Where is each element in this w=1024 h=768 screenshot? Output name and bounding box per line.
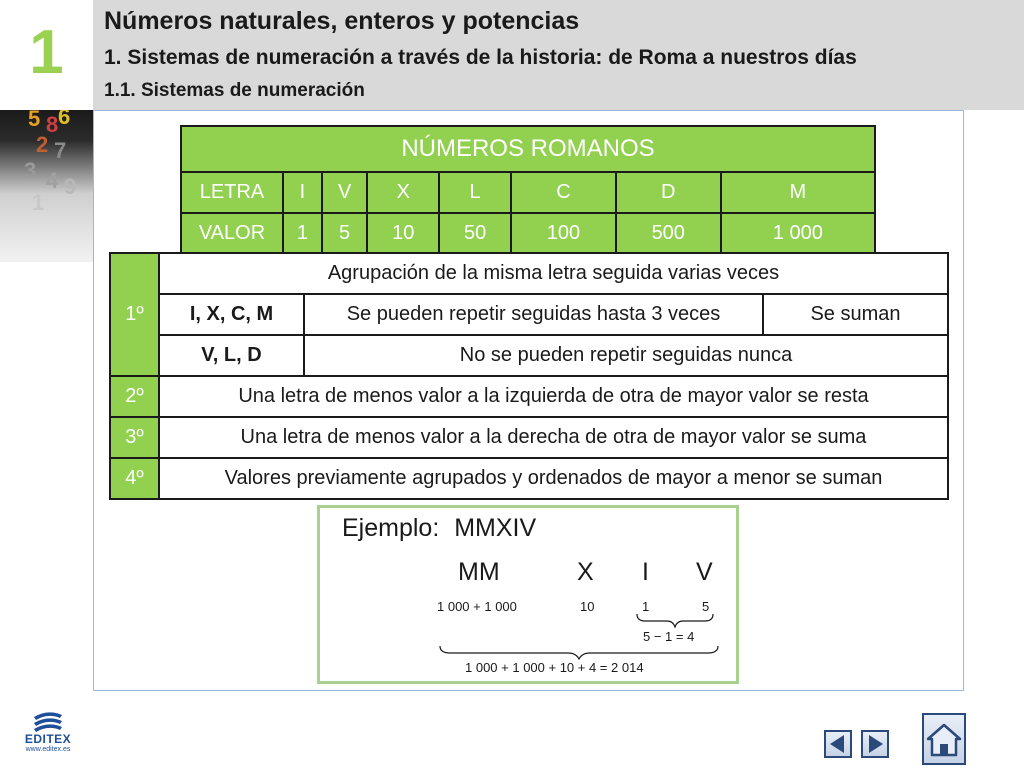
editex-logo-icon <box>30 709 66 733</box>
home-icon <box>924 715 964 763</box>
header-bar <box>0 0 1024 110</box>
rule-1-heading: Agrupación de la misma letra seguida varias veces <box>159 253 948 294</box>
rule-1-row-a <box>110 294 948 335</box>
example-value-x: 10 <box>580 599 595 614</box>
letter-cell: X <box>367 172 439 213</box>
page-subtitle: 1. Sistemas de numeración a través de la historia: de Roma a nuestros días <box>104 46 857 69</box>
value-cell: 100 <box>511 213 616 254</box>
value-cell: 50 <box>439 213 511 254</box>
roman-numerals-table <box>180 125 876 255</box>
value-cell: 5 <box>322 213 367 254</box>
example-value-i: 1 <box>642 599 650 614</box>
subtraction-brace-icon <box>635 612 715 628</box>
rule-1-order: 1º <box>110 253 159 376</box>
home-button[interactable] <box>922 713 966 765</box>
rules-table <box>109 252 949 500</box>
example-part-i: I <box>642 558 649 586</box>
arrow-left-icon <box>826 732 850 756</box>
rule-1-row-b <box>110 335 948 376</box>
roman-table-title: NÚMEROS ROMANOS <box>181 126 875 172</box>
letter-cell: M <box>721 172 875 213</box>
rule-3-order: 3º <box>110 417 159 458</box>
letter-cell: C <box>511 172 616 213</box>
value-cell: 500 <box>616 213 721 254</box>
letter-cell: D <box>616 172 721 213</box>
rule-1b-letters: V, L, D <box>159 335 304 376</box>
logo-url: www.editex.es <box>25 746 71 753</box>
chapter-number: 1 <box>29 18 64 87</box>
letter-cell: L <box>439 172 511 213</box>
rule-2-order: 2º <box>110 376 159 417</box>
value-cell: 10 <box>367 213 439 254</box>
total-brace-icon <box>438 644 720 660</box>
letters-row <box>181 172 875 213</box>
rule-1b-text: No se pueden repetir seguidas nunca <box>304 335 948 376</box>
letter-label: LETRA <box>181 172 283 213</box>
value-cell: 1 <box>283 213 322 254</box>
rule-4-text: Valores previamente agrupados y ordenados de mayor a menor se suman <box>159 458 948 499</box>
rule-3-row <box>110 417 948 458</box>
example-part-x: X <box>577 558 594 586</box>
rule-4-order: 4º <box>110 458 159 499</box>
example-value-mm: 1 000 + 1 000 <box>437 599 517 614</box>
logo-name: EDITEX <box>24 732 72 746</box>
rule-1a-letters: I, X, C, M <box>159 294 304 335</box>
next-button[interactable] <box>861 730 889 758</box>
rule-2-text: Una letra de menos valor a la izquierda de otra de mayor valor se resta <box>159 376 948 417</box>
numbers-box-image: 5 8 6 2 7 3 4 9 1 <box>0 110 93 262</box>
example-value-v: 5 <box>702 599 710 614</box>
editex-logo[interactable] <box>18 709 78 754</box>
example-number: MMXIV <box>454 514 537 542</box>
rule-3-text: Una letra de menos valor a la derecha de otra de mayor valor se suma <box>159 417 948 458</box>
chapter-badge <box>0 0 93 110</box>
section-title: 1.1. Sistemas de numeración <box>104 80 365 101</box>
letter-cell: I <box>283 172 322 213</box>
rule-1-heading-row <box>110 253 948 294</box>
rule-1a-result: Se suman <box>763 294 948 335</box>
example-subtraction: 5 − 1 = 4 <box>643 629 695 644</box>
arrow-right-icon <box>863 732 887 756</box>
example-part-mm: MM <box>458 558 500 586</box>
letter-cell: V <box>322 172 367 213</box>
values-row <box>181 213 875 254</box>
rule-2-row <box>110 376 948 417</box>
example-box <box>317 505 739 684</box>
example-heading <box>342 514 536 543</box>
example-total: 1 000 + 1 000 + 10 + 4 = 2 014 <box>465 660 644 675</box>
rule-4-row <box>110 458 948 499</box>
example-part-v: V <box>696 558 713 586</box>
page-title: Números naturales, enteros y potencias <box>104 7 580 35</box>
previous-button[interactable] <box>824 730 852 758</box>
value-cell: 1 000 <box>721 213 875 254</box>
rule-1a-text: Se pueden repetir seguidas hasta 3 veces <box>304 294 763 335</box>
value-label: VALOR <box>181 213 283 254</box>
example-label: Ejemplo: <box>342 514 440 542</box>
